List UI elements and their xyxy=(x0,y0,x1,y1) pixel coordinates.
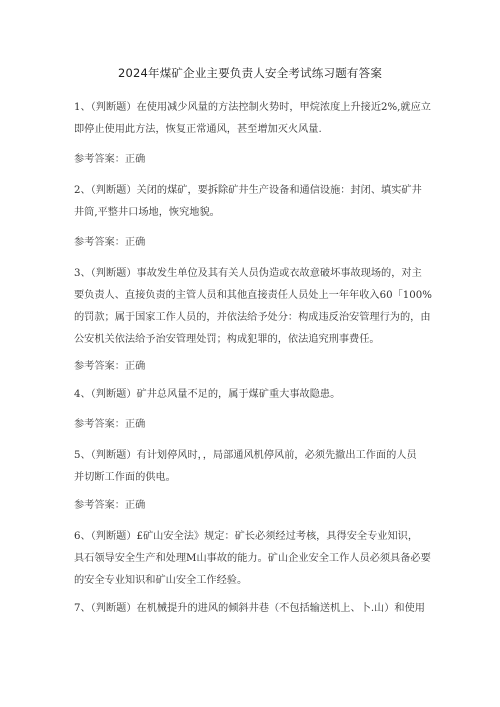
question-4-line-1: 4、（判断题）矿井总风量不足的，属于煤矿重大事故隐患。 xyxy=(74,389,341,400)
question-1-answer: 参考答案：正确 xyxy=(74,154,146,165)
question-6-line-2: 具石领导安全生产和处理M山事故的能力。矿山企业安全工作人员必须具备必要 xyxy=(74,553,431,564)
question-2-line-1: 2、（判断题）关闭的煤矿，要拆除矿井生产设备和通信设施：封闭、填实矿井 xyxy=(74,185,422,196)
question-2-answer: 参考答案：正确 xyxy=(74,237,146,248)
question-3-line-1: 3、（判断题）事故发生单位及其有关人员伪造或衣故意破坏事故现场的，对主 xyxy=(74,268,422,279)
question-3-answer: 参考答案：正确 xyxy=(74,361,146,372)
page-title: 2024年煤矿企业主要负责人安全考试练习题有答案 xyxy=(117,66,383,80)
question-6-line-1: 6、（判断题）£矿山安全法》规定：矿长必须经过考核，具得安全专业知识， xyxy=(74,531,419,542)
question-3-line-2: 要负责人、直接负责的主管人员和其他直接责任人员处上一年年收入60「100% xyxy=(74,290,432,301)
question-1-line-2: 即停止使用此方法，恢复正常通风，甚至增加灭火风量. xyxy=(74,124,322,135)
question-5-answer: 参考答案：正确 xyxy=(74,500,146,511)
question-5-line-1: 5、（判断题）有计划停风时，，局部通风机停风前，必须先撤出工作面的人员 xyxy=(74,450,417,461)
question-3-line-3: 的罚款；属于国家工作人员的，并依法给予处分：构成违反治安管理行为的，由 xyxy=(74,312,431,323)
question-5-line-2: 并切断工作面的供电。 xyxy=(74,472,176,483)
question-3-line-4: 公安机关依法给予治安管理处罚；构成犯罪的，依法追究刑事费任。 xyxy=(74,334,380,345)
question-2-line-2: 井筒,平整井口场地，恢究地貌。 xyxy=(74,207,220,218)
question-7-line-1: 7、（判断题）在机械提升的进风的倾斜井巷（不包括输送机上、卜.山）和使用 xyxy=(74,603,425,614)
question-6-line-3: 的安全专业知识和矿山安全工作经验。 xyxy=(74,575,248,586)
question-1-line-1: 1、（判断题）在使用减少风量的方法控制火势时，甲烷浓度上升接近2%,就应立 xyxy=(74,102,431,113)
question-4-answer: 参考答案：正确 xyxy=(74,419,146,430)
